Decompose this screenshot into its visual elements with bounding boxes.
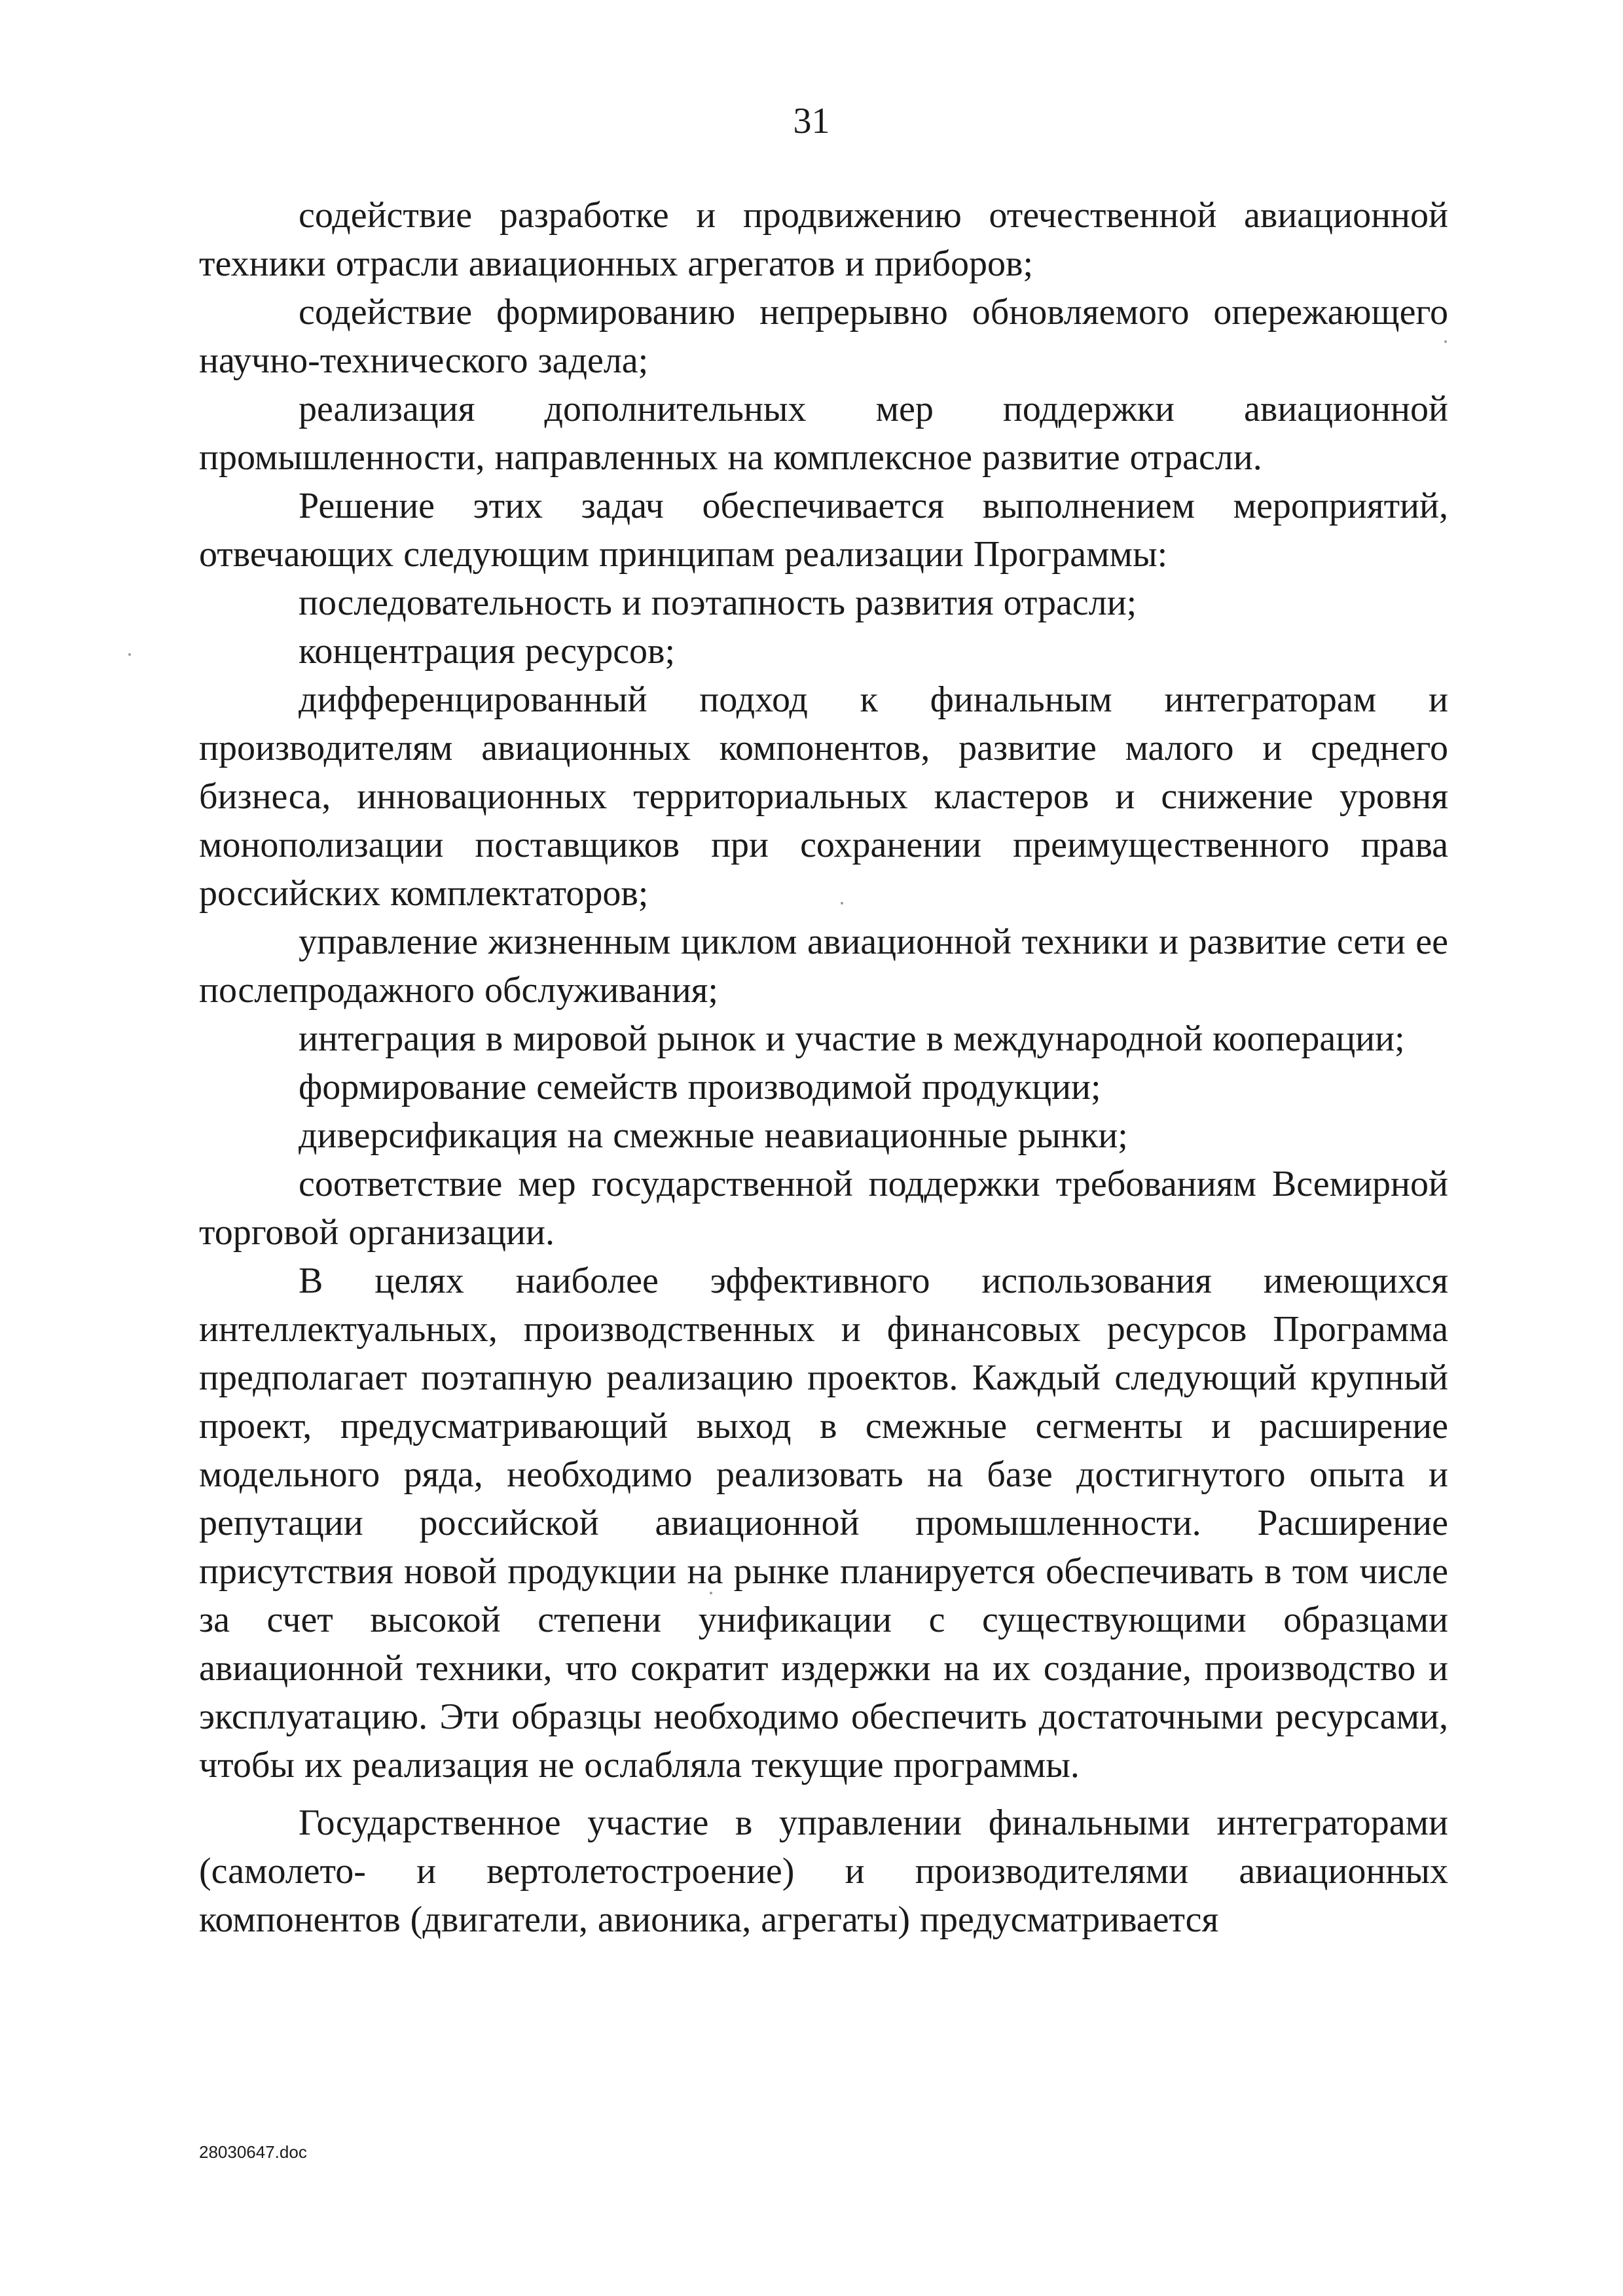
paragraph: реализация дополнительных мер поддержки авиационной промышленности, направленных на комплексное развитие отрасли. bbox=[199, 389, 1448, 478]
paragraph: управление жизненным циклом авиационной техники и развитие сети ее послепродажного обслуживания; bbox=[199, 922, 1448, 1011]
paragraph: соответствие мер государственной поддержки требованиям Всемирной торговой организации. bbox=[199, 1164, 1448, 1253]
paragraph: последовательность и поэтапность развития отрасли; bbox=[299, 583, 1137, 623]
paragraph: диверсификация на смежные неавиационные рынки; bbox=[299, 1115, 1128, 1156]
paragraph: дифференцированный подход к финальным интеграторам и производителям авиационных компонентов, развитие малого и среднего бизнеса, инновационных территориальных кластеров и снижение уровня монополизации поставщиков при сохранении преимущественного права российских комплектаторов; bbox=[199, 679, 1448, 914]
page-number: 31 bbox=[793, 101, 830, 141]
paragraph: Государственное участие в управлении финальными интеграторами (самолето- и вертолетостроение) и производителями авиационных компонентов (двигатели, авионика, агрегаты) предусматривается bbox=[199, 1803, 1448, 1940]
paragraph: концентрация ресурсов; bbox=[299, 631, 676, 672]
paragraph: формирование семейств производимой продукции; bbox=[299, 1067, 1101, 1107]
scan-speck bbox=[710, 1592, 712, 1594]
paragraph: содействие разработке и продвижению отечественной авиационной техники отрасли авиационных агрегатов и приборов; bbox=[199, 195, 1448, 284]
scan-speck bbox=[128, 653, 131, 656]
scan-speck bbox=[841, 902, 843, 905]
paragraph: В целях наиболее эффективного использования имеющихся интеллектуальных, производственных и финансовых ресурсов Программа предполагает поэтапную реализацию проектов. Каждый следующий крупный проект, предусматривающий выход в смежные сегменты и расширение модельного ряда, необходимо реализовать на базе достигнутого опыта и репутации российской авиационной промышленности. Расширение присутствия новой продукции на рынке планируется обеспечивать в том числе за счет высокой степени унификации с существующими образцами авиационной техники, что сократит издержки на их создание, производство и эксплуатацию. Эти образцы необходимо обеспечить достаточными ресурсами, чтобы их реализация не ослабляла текущие программы. bbox=[199, 1261, 1448, 1785]
document-id: 28030647.doc bbox=[199, 2142, 307, 2162]
body-text bbox=[199, 191, 1448, 1944]
scan-speck bbox=[1444, 340, 1447, 343]
paragraph: содействие формированию непрерывно обновляемого опережающего научно-технического задела; bbox=[199, 292, 1448, 381]
paragraph: интеграция в мировой рынок и участие в международной кооперации; bbox=[299, 1018, 1405, 1059]
paragraph: Решение этих задач обеспечивается выполнением мероприятий, отвечающих следующим принципам реализации Программы: bbox=[199, 486, 1448, 575]
